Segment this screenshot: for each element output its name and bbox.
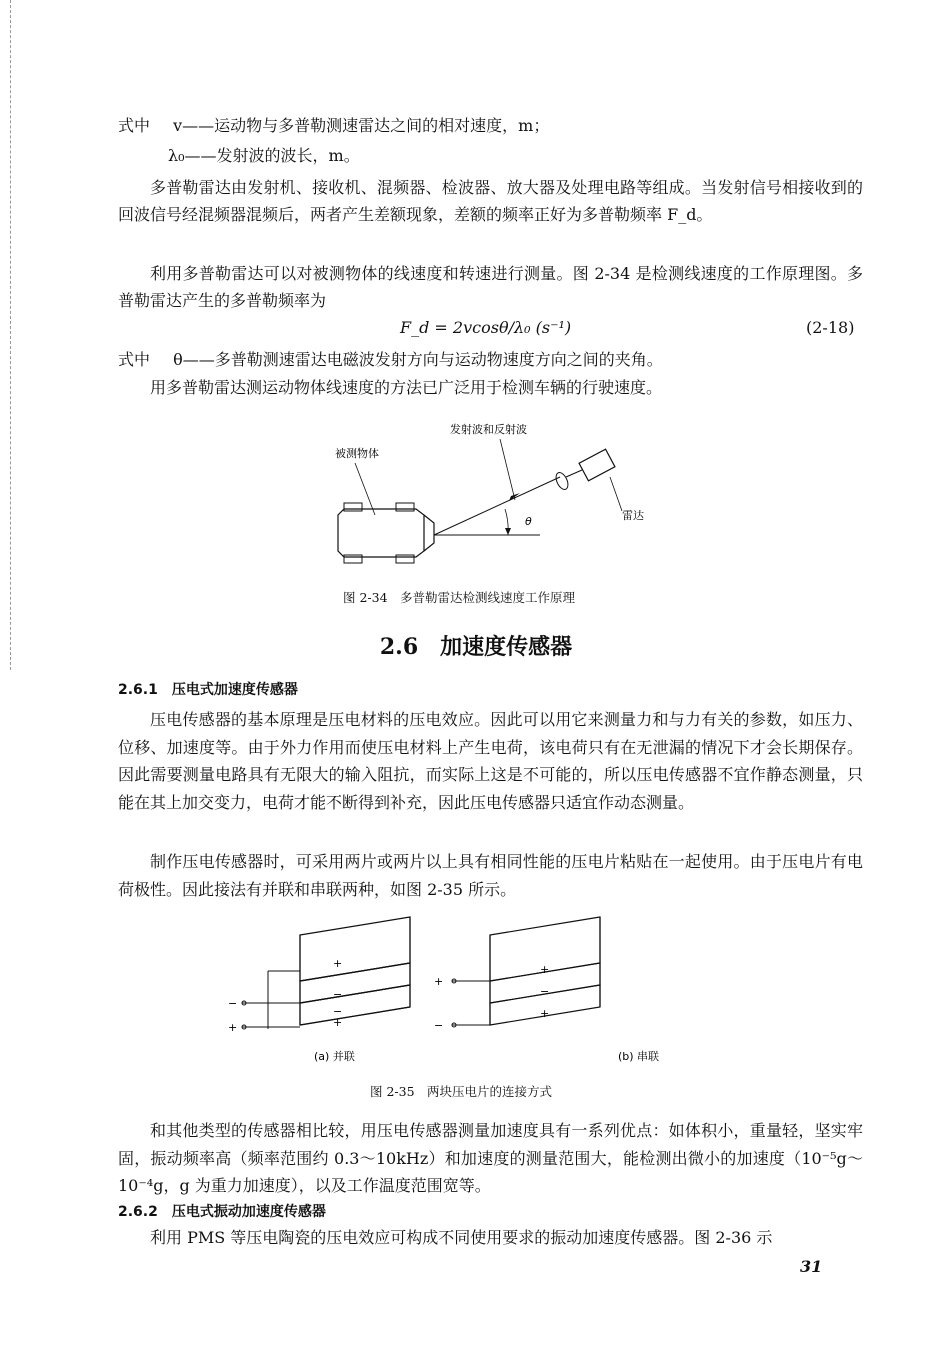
minus-sign: − xyxy=(333,988,343,1001)
label-theta: θ xyxy=(525,515,532,528)
paragraph-vibration: 利用 PMS 等压电陶瓷的压电效应可构成不同使用要求的振动加速度传感器。图 2-36 示 xyxy=(150,1228,773,1247)
equation-number: (2-18) xyxy=(806,318,855,337)
page-number: 31 xyxy=(800,1257,823,1276)
wavelength-definition: λ₀——发射波的波长，m。 xyxy=(168,146,360,165)
plus-sign: + xyxy=(333,1016,343,1029)
piezo-series xyxy=(452,917,600,1027)
wheel xyxy=(344,555,362,563)
scan-edge-line xyxy=(10,0,12,670)
leader-object xyxy=(355,463,375,515)
figure-2-34-caption: 图 2-34 多普勒雷达检测线速度工作原理 xyxy=(343,590,576,605)
figure-2-35-diagram xyxy=(222,915,692,1070)
minus-sign: − xyxy=(333,1005,343,1018)
wheel xyxy=(396,503,414,511)
section-title: 2.6 加速度传感器 xyxy=(379,634,573,660)
paragraph-piezo-principle: 压电传感器的基本原理是压电材料的压电效应。因此可以用它来测量力和与力有关的参数，如压力、位移、加速度等。由于外力作用而使压电材料上产生电荷，该电荷只有在无泄漏的情况下才会长期保存。因此需要测量电路具有无限大的输入阻抗，而实际上这是不可能的，所以压电传感器不宜作静态测量，只能在其上加交变力，电荷才能不断得到补充，因此压电传感器只适宜作动态测量。 xyxy=(118,710,863,812)
subsection-2-6-1: 2.6.1 压电式加速度传感器 xyxy=(118,682,298,698)
paragraph-advantages: 和其他类型的传感器相比较，用压电传感器测量加速度具有一系列优点：如体积小，重量轻，坚实牢固，振动频率高（频率范围约 0.3～10kHz）和加速度的测量范围大，能检测出微小的加速度（10⁻⁵g～10⁻⁴g，g 为重力加速度），以及工作温度范围宽等。 xyxy=(118,1121,863,1195)
sub-caption-a: (a) 并联 xyxy=(314,1050,355,1063)
where-prefix: 式中 xyxy=(118,116,151,135)
arc-arrow xyxy=(505,528,511,535)
radar-mount xyxy=(566,470,582,477)
wheel xyxy=(344,503,362,511)
wheel xyxy=(396,555,414,563)
subsection-2-6-2: 2.6.2 压电式振动加速度传感器 xyxy=(118,1204,326,1220)
plus-sign: + xyxy=(333,957,343,970)
paragraph-doppler-measurement: 利用多普勒雷达可以对被测物体的线速度和转速进行测量。图 2-34 是检测线速度的工作原理图。多普勒雷达产生的多普勒频率为 xyxy=(118,264,863,310)
leader-radar xyxy=(610,477,622,511)
paragraph-doppler-composition: 多普勒雷达由发射机、接收机、混频器、检波器、放大器及处理电路等组成。当发射信号相接收到的回波信号经混频器混频后，两者产生差额现象，差额的频率正好为多普勒频率 F_d。 xyxy=(118,178,863,224)
sub-caption-b: (b) 串联 xyxy=(618,1050,660,1063)
where-prefix: 式中 xyxy=(118,350,151,369)
leader-wave xyxy=(500,439,515,500)
paragraph-piezo-connection: 制作压电传感器时，可采用两片或两片以上具有相同性能的压电片粘贴在一起使用。由于压电片有电荷极性。因此接法有并联和串联两种，如图 2-35 所示。 xyxy=(118,852,863,899)
label-radar: 雷达 xyxy=(622,509,644,522)
minus-sign: − xyxy=(540,985,550,998)
plus-terminal: + xyxy=(228,1021,238,1034)
equation-2-18: F_d = 2vcosθ/λ₀ (s⁻¹) xyxy=(400,318,572,337)
paragraph-vehicle-speed: 用多普勒雷达测运动物体线速度的方法已广泛用于检测车辆的行驶速度。 xyxy=(150,378,663,397)
vehicle-nose xyxy=(424,515,434,551)
theta-definition: θ——多普勒测速雷达电磁波发射方向与运动物速度方向之间的夹角。 xyxy=(173,350,663,369)
label-wave: 发射波和反射波 xyxy=(450,423,527,436)
piezo-parallel xyxy=(242,917,410,1029)
radar-box xyxy=(579,449,615,481)
beam-arrow xyxy=(509,493,520,501)
plus-sign: + xyxy=(540,963,550,976)
radar-dish xyxy=(554,471,571,492)
plus-terminal: + xyxy=(434,975,444,988)
plus-sign: + xyxy=(540,1007,550,1020)
where-line-1 xyxy=(118,116,549,136)
radar-beam xyxy=(434,477,560,535)
minus-terminal: − xyxy=(228,997,238,1010)
figure-2-34-diagram xyxy=(300,415,680,580)
minus-terminal: − xyxy=(434,1019,444,1032)
figure-2-35-caption: 图 2-35 两块压电片的连接方式 xyxy=(370,1084,553,1099)
vehicle-body xyxy=(338,509,424,557)
velocity-definition: v——运动物与多普勒测速雷达之间的相对速度，m； xyxy=(173,116,550,135)
label-object: 被测物体 xyxy=(335,447,379,460)
where-line-2 xyxy=(118,350,663,370)
